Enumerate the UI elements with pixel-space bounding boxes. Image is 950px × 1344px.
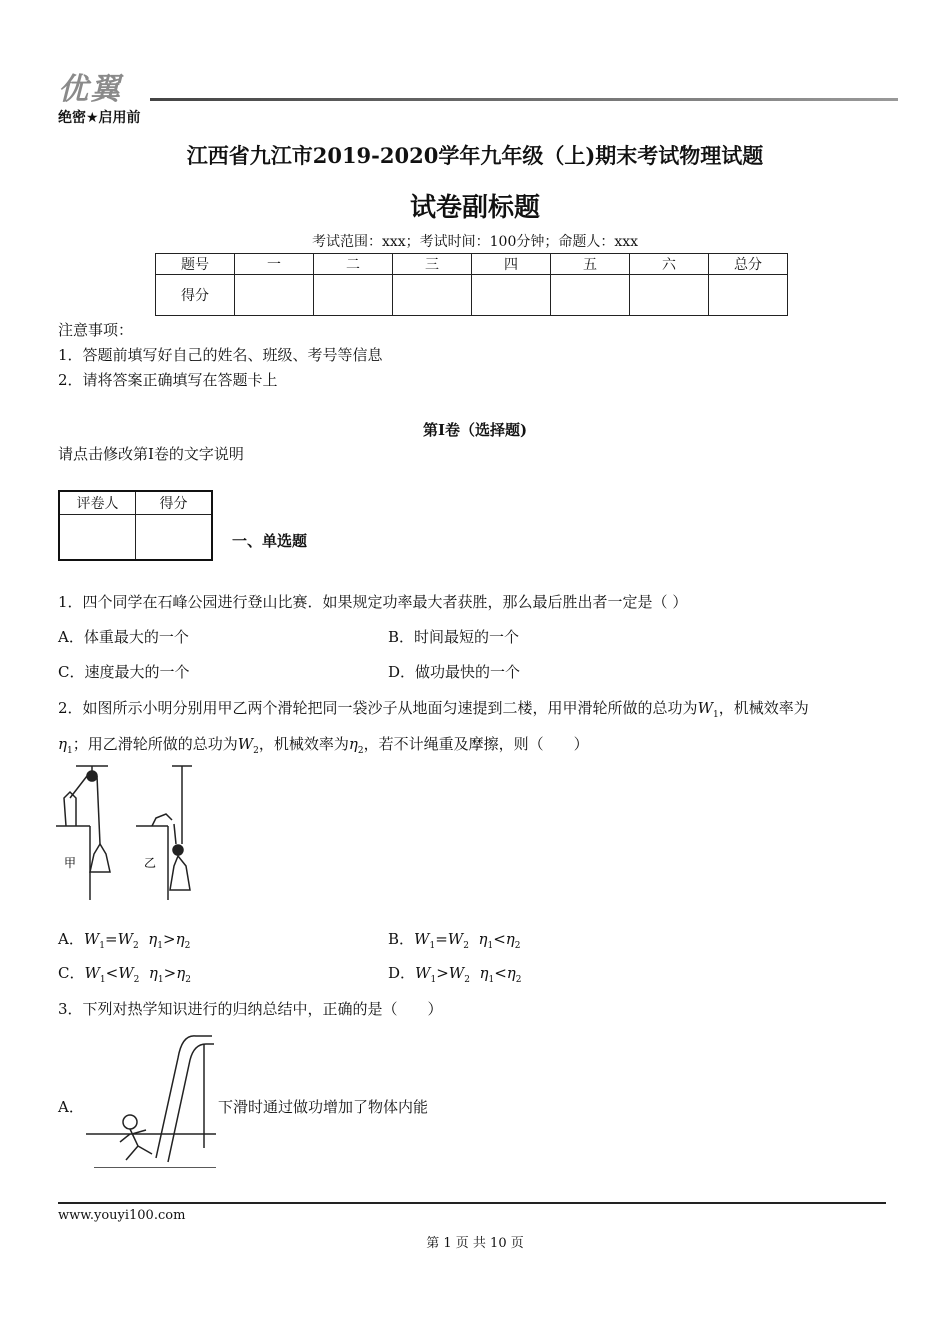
- q2-sub: 1: [67, 746, 73, 756]
- q2-var: W: [447, 930, 464, 948]
- sandbag-1: [90, 844, 110, 872]
- sandbag-2: [170, 856, 190, 890]
- q2-var: W: [697, 699, 713, 717]
- child-head: [123, 1115, 137, 1129]
- q2-option-c: [58, 962, 191, 985]
- q2-sub: 2: [184, 941, 191, 951]
- q2-sub: 2: [514, 941, 521, 951]
- q1-option-b: B．时间最短的一个: [388, 628, 520, 646]
- score-row-label: 得分: [156, 275, 235, 316]
- op: =: [435, 930, 448, 948]
- q2-option-a: [58, 928, 190, 951]
- q2-sub: 2: [253, 746, 259, 756]
- q1-option-a: A．体重最大的一个: [58, 628, 189, 646]
- footer-rule: [58, 1202, 886, 1204]
- option-letter: B．: [388, 930, 415, 948]
- q2-sub: 2: [133, 941, 139, 951]
- score-header: 四: [472, 254, 551, 275]
- part1-title: 第I卷（选择题): [422, 421, 528, 439]
- q2-sub: 1: [712, 710, 719, 720]
- q2-var: W: [84, 964, 100, 982]
- question-2-stem-line2: [58, 733, 589, 756]
- page-number: 第 1 页 共 10 页: [426, 1236, 524, 1251]
- q1-option-c: C．速度最大的一个: [58, 663, 190, 681]
- q2-sub: 2: [133, 975, 140, 985]
- question-1-stem: 1．四个同学在石峰公园进行登山比赛．如果规定功率最大者获胜，那么最后胜出者一定是（ ）: [58, 593, 688, 611]
- q2-sub: 2: [515, 975, 522, 985]
- grader-cell: [136, 515, 213, 561]
- q2-text: ，机械效率为: [258, 735, 349, 753]
- rope-1: [97, 776, 100, 844]
- op: <: [105, 964, 119, 982]
- notice-item: 1．答题前填写好自己的姓名、班级、考号等信息: [58, 346, 383, 364]
- exam-subtitle: 试卷副标题: [409, 193, 540, 223]
- fig-label-jia: 甲: [64, 856, 77, 870]
- q2-var: η: [348, 735, 358, 753]
- section-title: 一、单选题: [232, 532, 308, 550]
- score-header: 一: [235, 254, 314, 275]
- part1-description: 请点击修改第I卷的文字说明: [58, 445, 244, 463]
- score-header: 六: [630, 254, 709, 275]
- grader-header: 评卷人: [59, 491, 136, 515]
- exam-title: 江西省九江市2019-2020学年九年级（上)期末考试物理试题: [186, 143, 764, 168]
- q2-sub: 1: [157, 975, 164, 985]
- q2-sub: 1: [157, 941, 164, 951]
- q2-var: η: [479, 964, 489, 982]
- score-header: 题号: [156, 254, 235, 275]
- q2-var: W: [415, 964, 431, 982]
- fig-label-yi: 乙: [144, 856, 157, 870]
- option-letter: A．: [58, 930, 84, 948]
- grader-cell: [59, 515, 136, 561]
- op: =: [105, 930, 118, 948]
- option-letter: D．: [388, 964, 416, 982]
- q2-sub: 1: [99, 975, 106, 985]
- q2-sub: 2: [357, 746, 364, 756]
- notice-heading: 注意事项：: [58, 321, 134, 339]
- q2-sub: 1: [488, 975, 495, 985]
- score-cell: [235, 275, 314, 316]
- grader-header: 得分: [136, 491, 213, 515]
- score-header: 五: [551, 254, 630, 275]
- score-cell: [472, 275, 551, 316]
- score-cell: [314, 275, 393, 316]
- slide-figure: [86, 1030, 216, 1168]
- q2-text: ，机械效率为: [718, 699, 809, 717]
- op: >: [163, 964, 177, 982]
- q2-var: W: [414, 930, 430, 948]
- q2-sub: 1: [487, 941, 494, 951]
- q2-var: η: [506, 964, 516, 982]
- q2-sub: 1: [429, 941, 436, 951]
- q3-option-a-letter: A．: [58, 1098, 84, 1116]
- q2-var: η: [176, 964, 186, 982]
- q2-var: W: [237, 735, 254, 753]
- score-header: 总分: [709, 254, 788, 275]
- movable-pulley: [173, 845, 183, 855]
- q2-option-d: [388, 962, 522, 985]
- question-3-stem: 3．下列对热学知识进行的归纳总结中，正确的是（ ）: [58, 1000, 443, 1018]
- q2-var: η: [148, 964, 158, 982]
- op: <: [493, 930, 506, 948]
- op: >: [436, 964, 449, 982]
- q2-var: η: [478, 930, 488, 948]
- person-2: [152, 814, 172, 826]
- logo: 优翼: [58, 72, 122, 107]
- q2-var: η: [505, 930, 515, 948]
- fixed-pulley: [87, 771, 97, 781]
- q2-var: η: [58, 735, 67, 753]
- header-rule: [150, 98, 898, 101]
- footer-url: www.youyi100.com: [58, 1208, 186, 1223]
- q2-var: W: [118, 964, 134, 982]
- q2-var: η: [175, 930, 185, 948]
- option-letter: C．: [58, 964, 85, 982]
- q3-option-a-text: 下滑时通过做功增加了物体内能: [218, 1098, 429, 1116]
- score-cell: [393, 275, 472, 316]
- q2-sub: 2: [185, 975, 191, 985]
- q2-text: ；用乙滑轮所做的总功为: [72, 735, 238, 753]
- score-cell: [630, 275, 709, 316]
- notice-item: 2．请将答案正确填写在答题卡上: [58, 371, 278, 389]
- q2-option-b: [388, 928, 521, 951]
- q2-text: ，若不计绳重及摩擦，则（ ）: [363, 735, 589, 753]
- grader-table: [58, 490, 213, 561]
- q2-var: W: [117, 930, 133, 948]
- score-header: 二: [314, 254, 393, 275]
- secret-label: 绝密★启用前: [58, 110, 141, 126]
- q1-option-d: D．做功最快的一个: [388, 663, 521, 681]
- op: <: [494, 964, 507, 982]
- q2-sub: 2: [464, 975, 470, 985]
- q2-sub: 2: [463, 941, 469, 951]
- score-table: [155, 253, 788, 316]
- score-cell: [709, 275, 788, 316]
- q2-text: 2．如图所示小明分别用甲乙两个滑轮把同一袋沙子从地面匀速提到二楼，用甲滑轮所做的总功为: [58, 699, 698, 717]
- op: >: [163, 930, 176, 948]
- question-2-stem-line1: [58, 697, 898, 720]
- q2-sub: 1: [99, 941, 105, 951]
- exam-info: 考试范围：xxx；考试时间：100分钟；命题人：xxx: [311, 234, 639, 250]
- q2-var: W: [448, 964, 465, 982]
- pulley-figure: [56, 762, 206, 902]
- q2-var: W: [83, 930, 100, 948]
- q2-var: η: [148, 930, 158, 948]
- q2-sub: 1: [430, 975, 437, 985]
- score-cell: [551, 275, 630, 316]
- score-header: 三: [393, 254, 472, 275]
